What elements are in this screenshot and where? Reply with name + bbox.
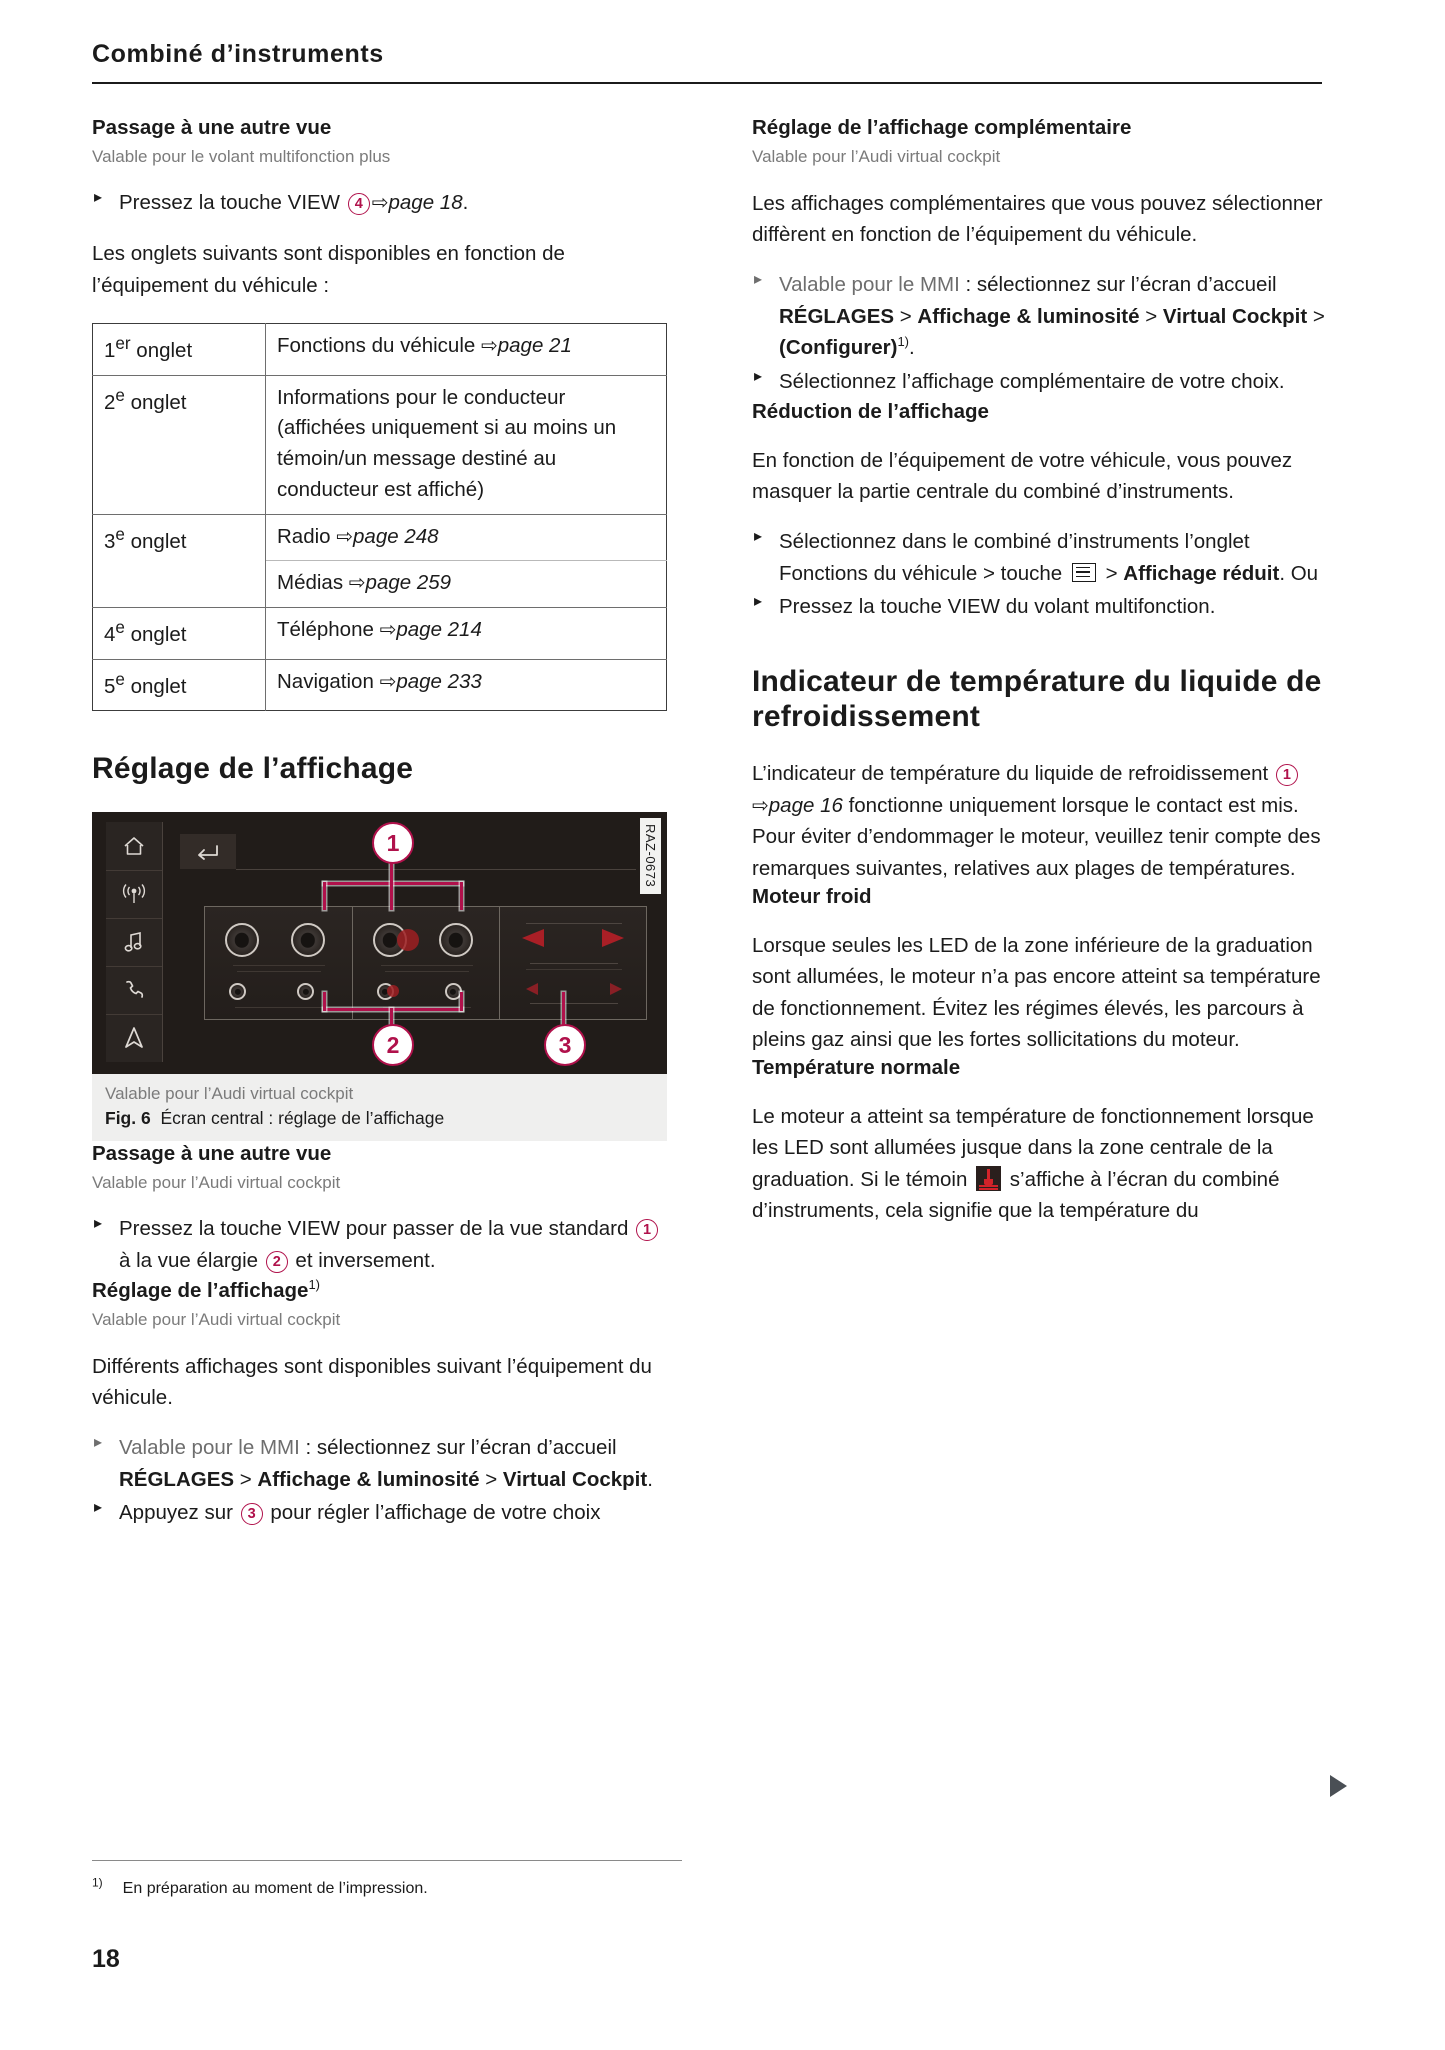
table-cell-value: Informations pour le conducteur (affichées uniquement si au moins un témoin/un message destiné au conducteur est affiché) bbox=[266, 375, 667, 514]
left-column bbox=[92, 115, 667, 1530]
step-list-r2 bbox=[752, 526, 1327, 622]
leader-line bbox=[323, 882, 326, 910]
paragraph-onglets-intro: Les onglets suivants sont disponibles en fonction de l’équipement du véhicule : bbox=[92, 242, 565, 297]
figure-image-central-screen bbox=[92, 812, 667, 1074]
gauge-icon bbox=[229, 983, 246, 1000]
onglet-number: 1 bbox=[104, 338, 116, 362]
step-press-view bbox=[92, 187, 667, 219]
page-cross-ref: page 16 bbox=[768, 793, 843, 817]
preview-car-view bbox=[499, 906, 647, 1020]
menu-item-reglages: RÉGLAGES bbox=[119, 1467, 235, 1491]
paragraph-affichages-complementaires: Les affichages complémentaires que vous pouvez sélectionner diffèrent en fonction de l’équipement du véhicule. bbox=[752, 191, 1323, 247]
table-row bbox=[93, 324, 667, 376]
valable-note-r1: Valable pour l’Audi virtual cockpit bbox=[752, 146, 1001, 166]
decor-line bbox=[381, 965, 473, 966]
car-headlight-left-icon bbox=[522, 929, 544, 947]
coolant-temperature-warning-icon bbox=[976, 1166, 1001, 1191]
menu-item-reglages: RÉGLAGES bbox=[779, 304, 895, 328]
decor-line bbox=[526, 923, 622, 924]
list-key-icon bbox=[1072, 563, 1096, 582]
step-text-mid: à la vue élargie bbox=[119, 1248, 264, 1272]
menu-separator: > bbox=[1139, 304, 1163, 328]
footnote-marker: 1) bbox=[308, 1277, 321, 1293]
heading-passage-autre-vue-1: Passage à une autre vue bbox=[92, 116, 332, 139]
step-list-2 bbox=[92, 1213, 667, 1276]
mmi-valable-label: Valable pour le MMI bbox=[779, 273, 960, 297]
menu-item-affichage-luminosite: Affichage & luminosité bbox=[257, 1467, 480, 1491]
onglet-ordinal: er bbox=[115, 334, 131, 354]
table-cell-key bbox=[93, 608, 266, 660]
arrow-icon: ⇨ bbox=[752, 794, 769, 817]
leader-line bbox=[323, 882, 463, 885]
onglet-word: onglet bbox=[130, 529, 187, 553]
step-mmi-path-left bbox=[92, 1432, 667, 1495]
onglet-ordinal: e bbox=[115, 385, 125, 405]
heading-moteur-froid: Moteur froid bbox=[752, 885, 872, 909]
page-cross-ref: page 233 bbox=[396, 669, 482, 693]
heading-reglage-affichage-complementaire: Réglage de l’affichage complémentaire bbox=[752, 116, 1132, 139]
onglet-word: onglet bbox=[130, 622, 187, 646]
valable-note-2: Valable pour l’Audi virtual cockpit bbox=[92, 1173, 341, 1193]
decor-line bbox=[235, 1007, 323, 1008]
page-cross-ref: page 21 bbox=[497, 334, 572, 358]
callout-3: 3 bbox=[544, 1024, 586, 1066]
onglet-word: onglet bbox=[130, 674, 187, 698]
decor-line bbox=[526, 969, 622, 970]
figure-caption-line bbox=[105, 1108, 654, 1129]
running-head-rule bbox=[92, 82, 1322, 84]
step-text-pre: Pressez la touche VIEW pour passer de la vue standard bbox=[119, 1217, 635, 1241]
gauge-icon bbox=[291, 923, 325, 957]
table-onglets bbox=[92, 323, 667, 711]
figure-code: RAZ-0673 bbox=[640, 818, 661, 893]
two-column-body bbox=[92, 115, 1327, 1530]
figure-6 bbox=[92, 812, 667, 1141]
page-cross-ref: page 18 bbox=[388, 190, 463, 214]
decor-line bbox=[385, 971, 469, 972]
value-text: Téléphone bbox=[277, 618, 380, 642]
page-cross-ref: page 259 bbox=[365, 571, 452, 595]
right-column bbox=[752, 115, 1327, 1530]
arrow-icon: ⇨ bbox=[379, 619, 397, 642]
onglet-ordinal: e bbox=[115, 669, 125, 689]
step-text-post: pour régler l’affichage de votre choix bbox=[264, 1501, 601, 1525]
footnote-marker: 1) bbox=[897, 334, 909, 350]
step-appuyez-3 bbox=[92, 1497, 667, 1528]
value-text: Fonctions du véhicule bbox=[277, 334, 481, 358]
phone-icon bbox=[106, 966, 162, 1015]
menu-separator: > bbox=[234, 1467, 258, 1491]
footnote-text: En préparation au moment de l’impression. bbox=[122, 1880, 428, 1897]
car-taillight-right-icon bbox=[610, 983, 622, 995]
text-post: fonctionne uniquement lorsque le contact est mis. Pour éviter d’endommager le moteur, veuillez tenir compte des remarques suivantes, relatives aux plages de températures. bbox=[752, 793, 1321, 880]
table-row bbox=[93, 608, 667, 660]
decor-line bbox=[530, 1003, 618, 1004]
callout-2: 2 bbox=[372, 1024, 414, 1066]
paragraph-moteur-froid: Lorsque seules les LED de la zone inférieure de la graduation sont allumées, le moteur n’a pas encore atteint sa température de fonctionnement. Évitez les régimes élevés, les parcours à pleins gaz ainsi que les fortes sollicitations du moteur. bbox=[752, 933, 1321, 1051]
onglet-word: onglet bbox=[136, 338, 193, 362]
figure-divider bbox=[236, 869, 636, 870]
car-taillight-left-icon bbox=[526, 983, 538, 995]
page-cross-ref: page 214 bbox=[396, 618, 482, 642]
step-pressez-view-mfl: ▸ Pressez la touche VIEW du volant multifonction. bbox=[752, 591, 1327, 622]
menu-item-configurer: (Configurer) bbox=[779, 336, 898, 360]
gauge-icon bbox=[225, 923, 259, 957]
table-cell-key bbox=[93, 375, 266, 514]
paragraph-differents-affichages: Différents affichages sont disponibles suivant l’équipement du véhicule. bbox=[92, 1354, 652, 1409]
car-headlight-right-icon bbox=[602, 929, 624, 947]
heading-temperature-normale: Température normale bbox=[752, 1056, 961, 1080]
figure-caption bbox=[92, 1074, 667, 1141]
page-cross-ref: page 248 bbox=[353, 524, 439, 548]
step-text-pre: Pressez la touche VIEW bbox=[119, 190, 346, 214]
step-text-a: : sélectionnez sur l’écran d’accueil bbox=[959, 273, 1277, 297]
figure-caption-text: Écran central : réglage de l’affichage bbox=[160, 1108, 445, 1129]
step-list-r1 bbox=[752, 269, 1327, 396]
step-mmi-path-right bbox=[752, 269, 1327, 363]
step-text-a: : sélectionnez sur l’écran d’accueil bbox=[299, 1436, 617, 1460]
figure-label: Fig. 6 bbox=[105, 1108, 151, 1129]
menu-separator: > bbox=[479, 1467, 503, 1491]
arrow-icon: ⇨ bbox=[480, 335, 498, 358]
menu-separator: > bbox=[894, 304, 918, 328]
menu-item-virtual-cockpit: Virtual Cockpit bbox=[502, 1467, 648, 1491]
highlight-blob bbox=[387, 985, 399, 997]
footnote bbox=[92, 1875, 712, 1900]
step-press-view-2 bbox=[92, 1213, 667, 1276]
back-arrow-icon bbox=[180, 834, 236, 869]
valable-note-3: Valable pour l’Audi virtual cockpit bbox=[92, 1309, 341, 1329]
menu-separator: > bbox=[1307, 304, 1325, 328]
step-text-post: . bbox=[462, 190, 469, 214]
page-number: 18 bbox=[92, 1945, 120, 1973]
step-text-end: . bbox=[647, 1467, 653, 1491]
heading-reduction-affichage: Réduction de l’affichage bbox=[752, 399, 989, 423]
mmi-valable-label: Valable pour le MMI bbox=[119, 1436, 300, 1460]
step-list-1 bbox=[92, 187, 667, 219]
highlight-blob bbox=[397, 929, 419, 951]
ref-circle-1: 1 bbox=[1276, 764, 1298, 786]
ref-circle-1: 1 bbox=[636, 1219, 658, 1241]
continuation-arrow-icon bbox=[1330, 1775, 1347, 1797]
table-row bbox=[93, 659, 667, 711]
value-text: Navigation bbox=[277, 669, 380, 693]
arrow-icon: ⇨ bbox=[336, 525, 354, 548]
step-text-a: Sélectionnez dans le combiné d’instruments l’onglet Fonctions du véhicule > touche bbox=[779, 530, 1250, 585]
heading-text: Réglage de l’affichage bbox=[92, 1278, 309, 1302]
leader-line bbox=[460, 882, 463, 910]
ref-circle-3: 3 bbox=[241, 1503, 263, 1525]
step-text-pre: Appuyez sur bbox=[119, 1501, 239, 1525]
display-preview-row bbox=[204, 906, 647, 1020]
table-cell-value bbox=[266, 561, 667, 608]
ref-circle-4: 4 bbox=[348, 193, 370, 215]
onglet-number: 5 bbox=[104, 674, 116, 698]
value-text: Radio bbox=[277, 524, 337, 548]
table-cell-value bbox=[266, 514, 667, 561]
table-cell-value bbox=[266, 659, 667, 711]
step-text-post: et inversement. bbox=[289, 1248, 436, 1272]
ref-circle-2: 2 bbox=[266, 1251, 288, 1273]
table-cell-value bbox=[266, 608, 667, 660]
step-text-end: . Ou bbox=[1279, 561, 1319, 585]
onglet-number: 3 bbox=[104, 529, 116, 553]
onglet-number: 4 bbox=[104, 622, 116, 646]
preview-standard-view bbox=[204, 906, 352, 1020]
mmi-sidebar-rail bbox=[106, 822, 163, 1062]
table-row bbox=[93, 514, 667, 561]
text-pre: L’indicateur de température du liquide de refroidissement bbox=[752, 762, 1274, 786]
gauge-icon bbox=[297, 983, 314, 1000]
value-text: Médias bbox=[277, 571, 349, 595]
media-note-icon bbox=[106, 918, 162, 967]
menu-item-affichage-reduit: Affichage réduit bbox=[1123, 561, 1280, 585]
leader-line bbox=[323, 1008, 463, 1011]
decor-line bbox=[237, 971, 321, 972]
step-selectionnez-affichage: ▸ Sélectionnez l’affichage complémentaire de votre choix. bbox=[752, 366, 1327, 397]
gauge-icon bbox=[439, 923, 473, 957]
onglet-word: onglet bbox=[130, 390, 187, 414]
onglet-number: 2 bbox=[104, 390, 116, 414]
menu-item-affichage-luminosite: Affichage & luminosité bbox=[917, 304, 1140, 328]
leader-line bbox=[460, 992, 463, 1011]
table-cell-key bbox=[93, 659, 266, 711]
paragraph-temperature-normale bbox=[752, 1101, 1327, 1226]
onglet-ordinal: e bbox=[115, 524, 125, 544]
valable-note-1: Valable pour le volant multifonction plus bbox=[92, 146, 391, 166]
step-list-3 bbox=[92, 1432, 667, 1528]
preview-expanded-view bbox=[352, 906, 500, 1020]
heading-passage-autre-vue-2: Passage à une autre vue bbox=[92, 1142, 332, 1166]
leader-line bbox=[323, 992, 326, 1011]
section-title-reglage-affichage: Réglage de l’affichage bbox=[92, 752, 414, 786]
menu-item-virtual-cockpit: Virtual Cockpit bbox=[1162, 304, 1308, 328]
decor-line bbox=[530, 963, 618, 964]
figure-valable-note: Valable pour l’Audi virtual cockpit bbox=[105, 1084, 354, 1104]
footnote-marker: 1) bbox=[92, 1875, 103, 1890]
table-cell-key bbox=[93, 514, 266, 608]
running-head-area bbox=[92, 40, 1322, 84]
running-head: Combiné d’instruments bbox=[92, 40, 384, 68]
radio-antenna-icon bbox=[106, 870, 162, 919]
arrow-icon: ⇨ bbox=[371, 191, 389, 214]
text-b: s’affiche à l’écran du combiné d’instruments, cela signifie que la température du bbox=[752, 1167, 1280, 1222]
paragraph-indicateur-temperature bbox=[752, 758, 1327, 884]
decor-line bbox=[233, 965, 325, 966]
step-selectionnez-combine bbox=[752, 526, 1327, 589]
menu-separator: > bbox=[1099, 561, 1124, 585]
section-title-indicateur-temperature: Indicateur de température du liquide de refroidissement bbox=[752, 665, 1322, 734]
home-icon bbox=[106, 822, 162, 871]
step-text-end: . bbox=[909, 336, 915, 360]
paragraph-reduction-affichage: En fonction de l’équipement de votre véhicule, vous pouvez masquer la partie centrale du combiné d’instruments. bbox=[752, 448, 1293, 503]
text-a: Le moteur a atteint sa température de fonctionnement lorsque les LED sont allumées jusque dans la zone centrale de la graduation. Si le témoin bbox=[752, 1104, 1314, 1191]
heading-reglage-affichage-sub bbox=[92, 1278, 667, 1304]
callout-1: 1 bbox=[372, 822, 414, 864]
table-cell-value bbox=[266, 324, 667, 376]
arrow-icon: ⇨ bbox=[379, 670, 397, 693]
table-cell-key bbox=[93, 324, 266, 376]
arrow-icon: ⇨ bbox=[348, 572, 366, 595]
onglet-ordinal: e bbox=[115, 618, 125, 638]
footnote-rule bbox=[92, 1860, 682, 1861]
navigation-arrow-icon bbox=[106, 1014, 162, 1062]
table-row bbox=[93, 375, 667, 514]
